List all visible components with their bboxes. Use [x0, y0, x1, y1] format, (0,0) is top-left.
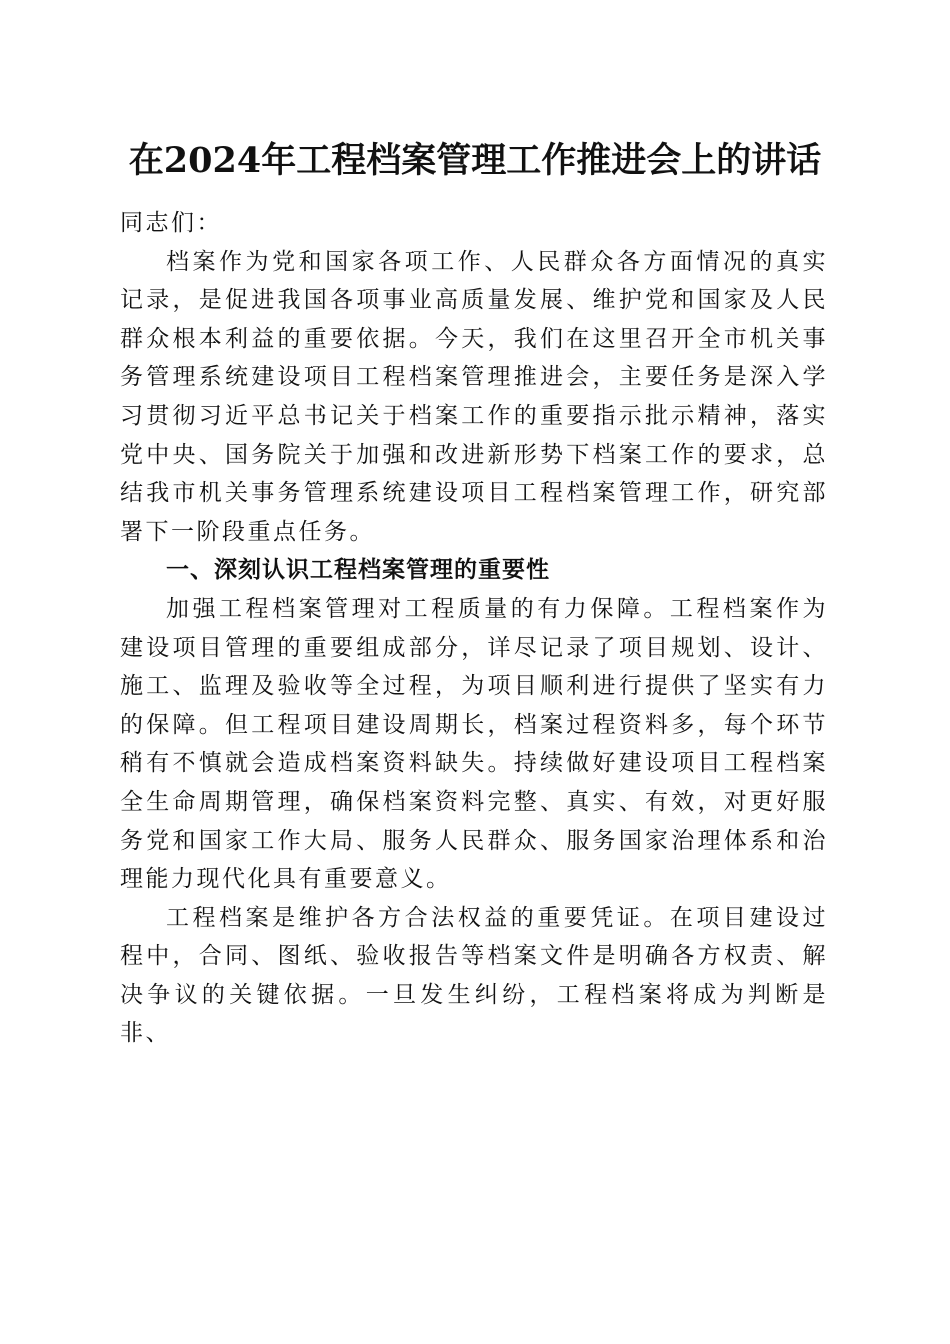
intro-paragraph: 档案作为党和国家各项工作、人民群众各方面情况的真实记录，是促进我国各项事业高质量发展、维护党和国家及人民群众根本利益的重要依据。今天，我们在这里召开全市机关事务管理系统建设项目工程档案管理推进会，主要任务是深入学习贯彻习近平总书记关于档案工作的重要指示批示精神，落实党中央、国务院关于加强和改进新形势下档案工作的要求，总结我市机关事务管理系统建设项目工程档案管理工作，研究部署下一阶段重点任务。	[120, 248, 828, 545]
salutation: 同志们：	[120, 210, 222, 236]
section-paragraph-1: 加强工程档案管理对工程质量的有力保障。工程档案作为建设项目管理的重要组成部分，详尽记录了项目规划、设计、施工、监理及验收等全过程，为项目顺利进行提供了坚实有力的保障。但工程项目建设周期长，档案过程资料多，每个环节稍有不慎就会造成档案资料缺失。持续做好建设项目工程档案全生命周期管理，确保档案资料完整、真实、有效，对更好服务党和国家工作大局、服务人民群众、服务国家治理体系和治理能力现代化具有重要意义。	[120, 595, 828, 893]
document-title: 在2024年工程档案管理工作推进会上的讲话	[128, 140, 822, 181]
section-paragraph-2: 工程档案是维护各方合法权益的重要凭证。在项目建设过程中，合同、图纸、验收报告等档案文件是明确各方权责、解决争议的关键依据。一旦发生纠纷，工程档案将成为判断是非、	[120, 904, 828, 1047]
document-body	[120, 204, 828, 1053]
section-heading: 一、深刻认识工程档案管理的重要性	[166, 557, 550, 584]
